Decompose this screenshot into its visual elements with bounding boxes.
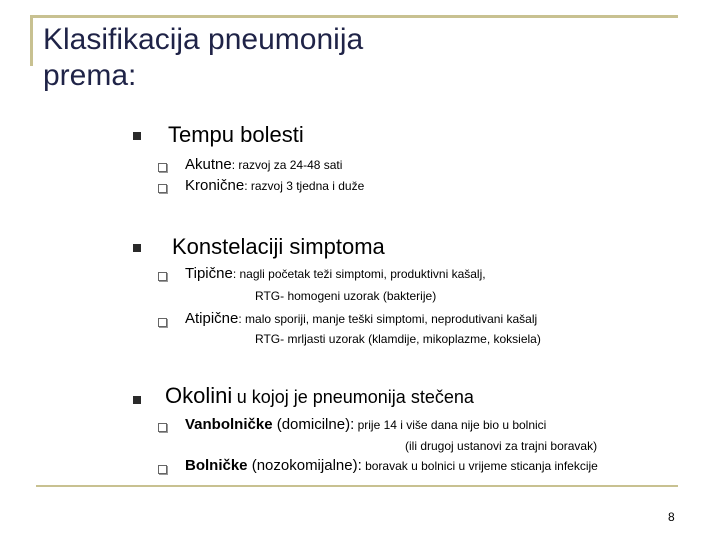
page-number: 8 [668,510,675,524]
list-item [185,416,546,434]
item-lead: Vanbolničke [185,416,273,433]
list-item [185,310,537,328]
item-lead: Akutne [185,156,232,173]
item-bullet [158,423,167,432]
item-bullet [158,318,167,327]
section-heading: Tempu bolesti [168,122,304,147]
item-paren: (domicilne): [272,416,355,433]
section-bullet [133,244,141,252]
item-lead: Tipične [185,265,233,282]
item-text: : malo sporiji, manje teški simptomi, neprodutivani kašalj [238,312,538,326]
item-paren: (nozokomijalne): [247,457,362,474]
section-heading: Konstelaciji simptoma [172,234,385,259]
list-item [185,177,364,195]
section-heading-lead: Okolini [165,383,233,408]
section-heading-rest: u kojoj je pneumonija stečena [236,387,474,407]
item-text: prije 14 i više dana nije bio u bolnici [354,418,547,432]
frame-left-line [30,15,33,66]
item-text: boravak u bolnici u vrijeme sticanja infekcije [361,459,598,473]
frame-bottom-line [36,485,678,487]
item-text: : razvoj 3 tjedna i duže [244,179,365,193]
slide-title: Klasifikacija pneumonija prema: [43,23,364,92]
item-continuation: RTG- homogeni uzorak (bakterije) [255,289,437,303]
list-item [185,457,598,475]
section-bullet [133,132,141,140]
item-continuation: RTG- mrljasti uzorak (klamdije, mikoplazme, koksiela) [255,332,541,346]
item-bullet [158,163,167,172]
item-bullet [158,184,167,193]
section-bullet [133,396,141,404]
section-heading [165,383,474,409]
item-bullet [158,272,167,281]
item-lead: Atipične [185,310,239,327]
frame-top-line [30,15,678,18]
item-bullet [158,465,167,474]
item-continuation: (ili drugoj ustanovi za trajni boravak) [405,439,598,453]
item-text: : razvoj za 24-48 sati [231,158,343,172]
item-lead: Kronične [185,177,245,194]
list-item [185,156,342,174]
item-lead: Bolničke [185,457,248,474]
list-item [185,265,486,283]
item-text: : nagli početak teži simptomi, produktivni kašalj, [232,267,486,281]
